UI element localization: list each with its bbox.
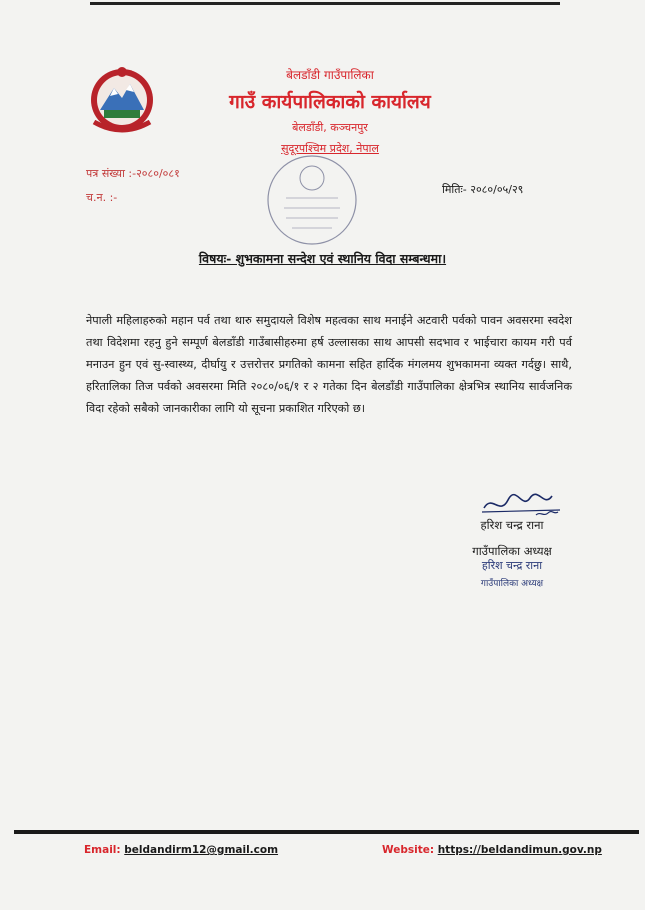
subject-text: विषयः- शुभकामना सन्देश एवं स्थानिय विदा सम्बन्धमा। [198,251,447,266]
letter-subject [0,250,645,267]
letter-body: नेपाली महिलाहरुको महान पर्व तथा थारु समुदायले विशेष महत्वका साथ मनाईने अटवारी पर्वको पावन अवसरमा स्वदेश तथा विदेशमा रहनु हुने सम्पूर्ण बेलडाँडी गाउँबासीहरुमा हर्ष उल्लासका साथ आपसी सदभाव र भाईचारा कायम गरी पर्व मनाउन हुन एवं सु-स्वास्थ्य, दीर्घायु र उत्तरोत्तर प्रगतिको कामना सहित हार्दिक मंगलमय शुभकामना व्यक्त गर्दछु। साथै, हरितालिका तिज पर्वको अवसरमा मिति २०८०/०६/१ र २ गतेका दिन बेलडाँडी गाउँपालिका क्षेत्रभित्र स्थानिय सार्वजनिक विदा रहेको सबैको जानकारीका लागि यो सूचना प्रकाशित गरिएको छ। [86,314,572,415]
email-label: Email: [84,844,121,856]
office-title: गाउँ कार्यपालिकाको कार्यालय [229,91,431,113]
office-location: बेलडाँडी, कञ्चनपुर [292,121,368,134]
footer-email [84,844,278,856]
email-link[interactable]: beldandirm12@gmail.com [124,844,279,856]
title-stamp: गाउँपालिका अध्यक्ष [480,579,544,589]
dispatch-number: च.न. :- [86,191,118,204]
signature-image [478,488,568,520]
name-stamp: हरिश चन्द्र राना [481,559,543,572]
footer-website [382,844,602,856]
website-link[interactable]: https://beldandimun.gov.np [437,844,602,856]
top-border-line [90,2,560,5]
signatory-title: गाउँपालिका अध्यक्ष [472,544,552,558]
nepal-emblem-icon [84,66,160,136]
office-province: सुदूरपश्चिम प्रदेश, नेपाल [281,142,379,155]
footer-divider [14,830,639,834]
letter-number: पत्र संख्या :-२०८०/०८१ [86,167,180,180]
letter-date: मितिः- २०८०/०५/२९ [442,183,524,196]
municipality-name: बेलडाँडी गाउँपालिका [286,68,374,82]
signatory-name: हरिश चन्द्र राना [480,518,544,532]
office-seal-stamp [262,150,362,250]
website-label: Website: [382,844,435,856]
